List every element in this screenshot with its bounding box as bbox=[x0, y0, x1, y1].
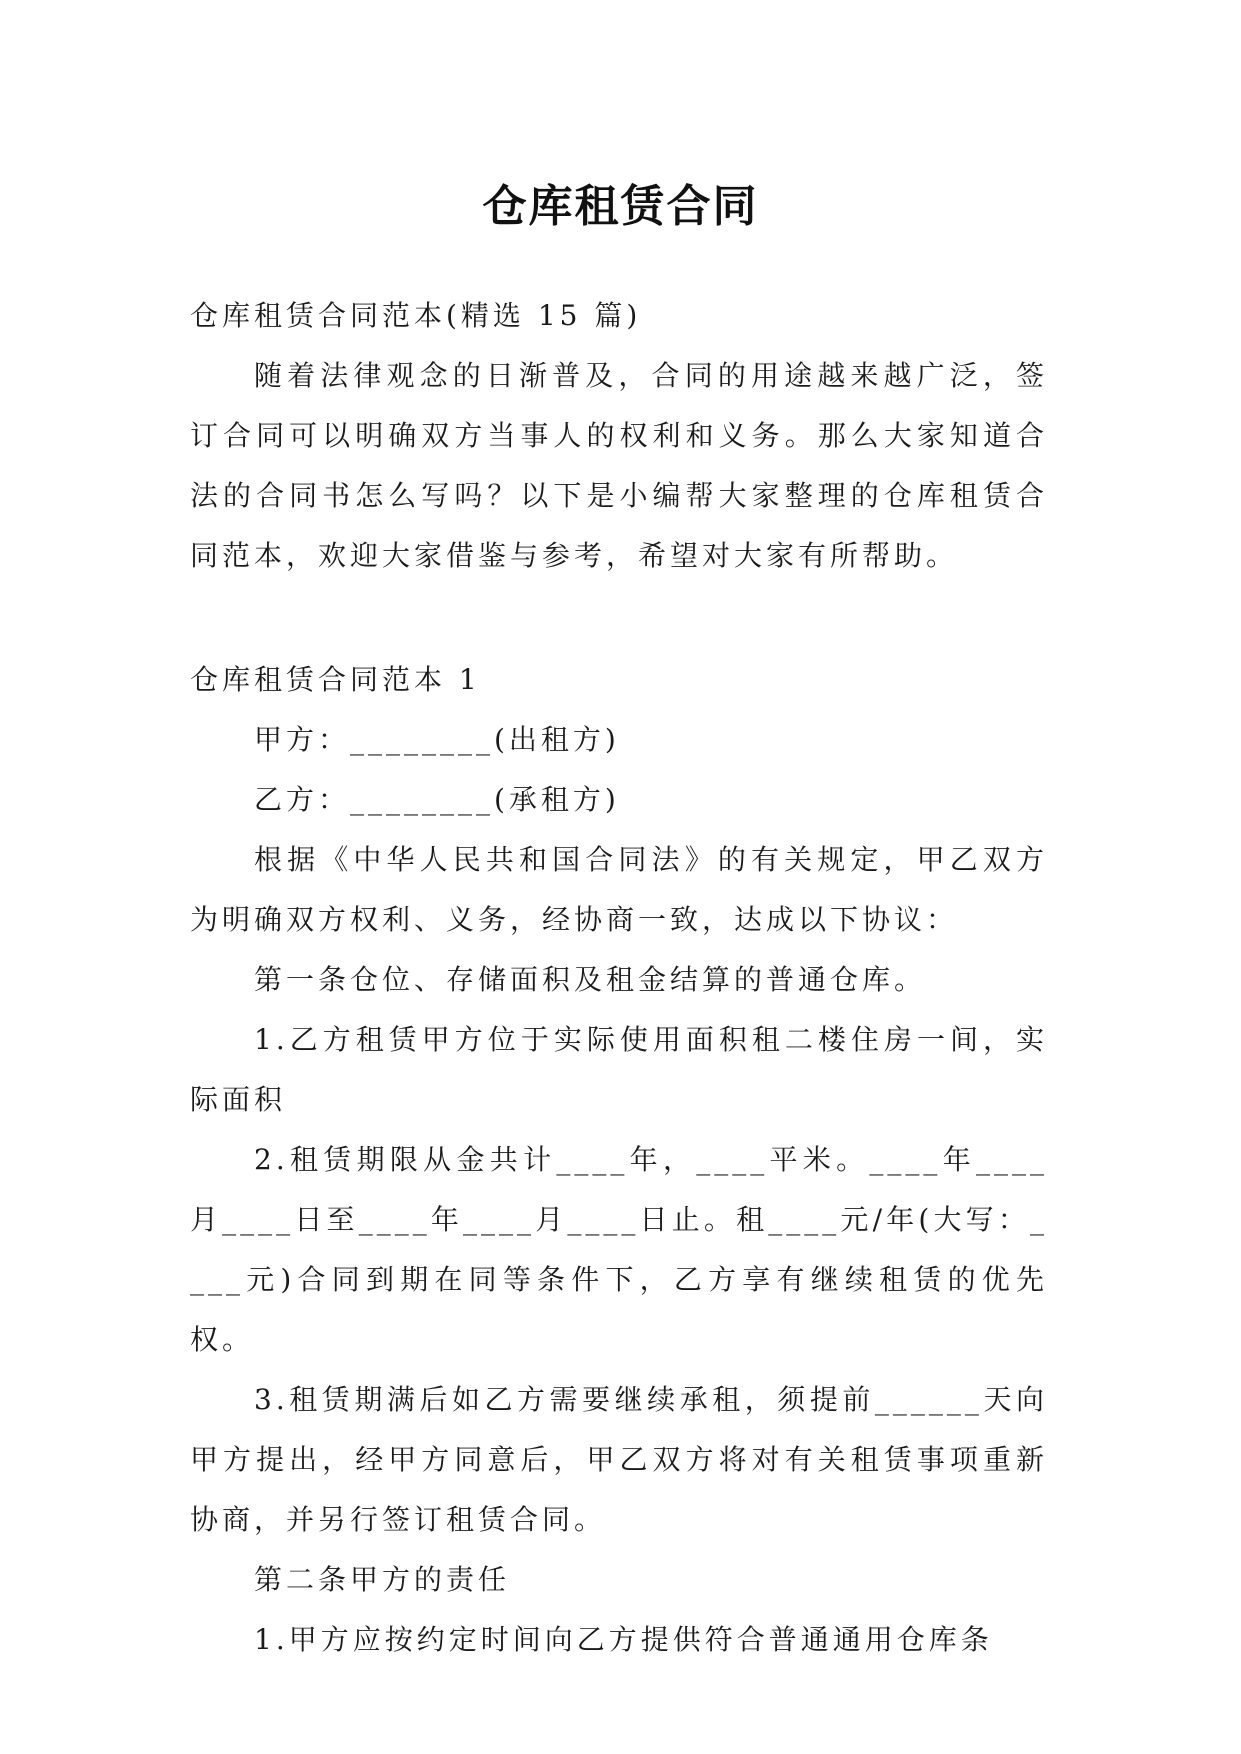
intro-paragraph: 随着法律观念的日渐普及，合同的用途越来越广泛，签订合同可以明确双方当事人的权利和义务。那么大家知道合法的合同书怎么写吗？以下是小编帮大家整理的仓库租赁合同范本，欢迎大家借鉴与参考，希望对大家有所帮助。 bbox=[190, 359, 1048, 572]
article-1-item-2: 2.租赁期限从金共计____年，____平米。____年____月____日至____年____月____日止。租____元/年(大写：____元)合同到期在同等条件下，乙方享有继续租赁的优先权。 bbox=[190, 1143, 1048, 1356]
article-1-title: 第一条仓位、存储面积及租金结算的普通仓库。 bbox=[254, 963, 927, 996]
document-title: 仓库租赁合同 bbox=[482, 181, 759, 233]
section-heading: 仓库租赁合同范本 1 bbox=[190, 663, 481, 696]
article-1-item-3: 3.租赁期满后如乙方需要继续承租，须提前______天向甲方提出，经甲方同意后，甲乙双方将对有关租赁事项重新协商，并另行签订租赁合同。 bbox=[190, 1383, 1048, 1536]
article-2-item-1: 1.甲方应按约定时间向乙方提供符合普通通用仓库条 bbox=[254, 1623, 993, 1656]
party-a-line: 甲方：________(出租方) bbox=[254, 723, 620, 756]
section-spacer bbox=[190, 586, 1048, 650]
document-subtitle: 仓库租赁合同范本(精选 15 篇) bbox=[190, 299, 642, 332]
basis-paragraph: 根据《中华人民共和国合同法》的有关规定，甲乙双方为明确双方权利、义务，经协商一致，达成以下协议： bbox=[190, 843, 1048, 936]
article-2-title: 第二条甲方的责任 bbox=[254, 1563, 511, 1596]
article-1-item-1: 1.乙方租赁甲方位于实际使用面积租二楼住房一间，实际面积 bbox=[190, 1023, 1048, 1116]
party-b-line: 乙方：________(承租方) bbox=[254, 783, 620, 816]
document-body bbox=[190, 286, 1048, 1670]
